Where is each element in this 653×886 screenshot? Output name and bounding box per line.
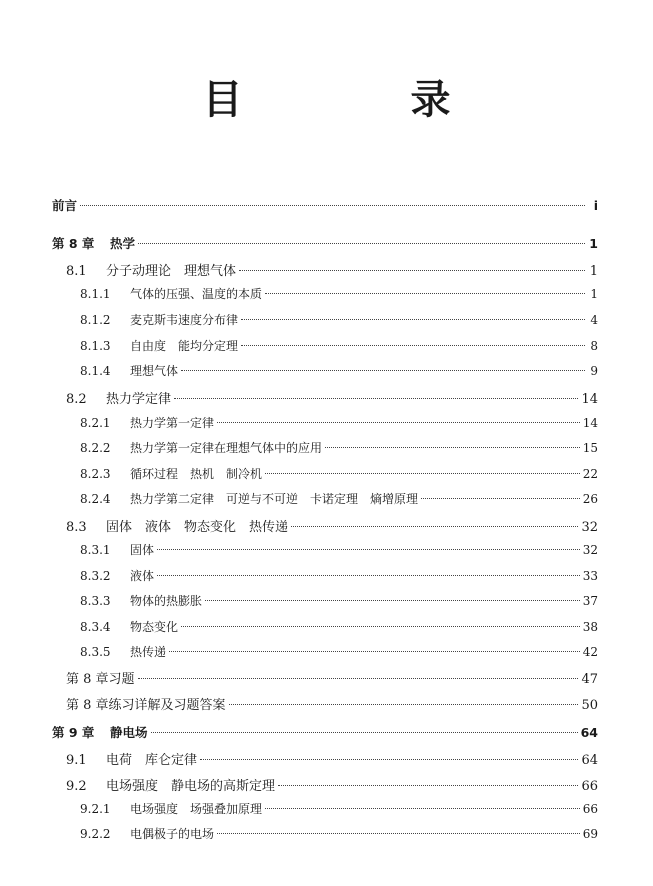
toc-entry-number: 8.3.2 <box>80 569 111 583</box>
toc-entry-label: 分子动理论 理想气体 <box>106 264 237 279</box>
toc-entry-page: i <box>593 198 598 213</box>
toc-entry-number: 第 9 章 <box>52 725 95 740</box>
leader-dots <box>265 473 580 474</box>
toc-entry-label: 第 8 章习题 <box>66 672 135 687</box>
leader-dots <box>157 549 580 550</box>
toc-entry-label: 热传递 <box>130 645 167 659</box>
toc-entry-number: 8.3.3 <box>80 594 111 608</box>
leader-dots <box>265 293 585 294</box>
leader-dots <box>138 243 585 244</box>
toc-entry-label: 静电场 <box>110 725 148 740</box>
toc-entry-number: 8.1.3 <box>80 339 111 353</box>
toc-entry-subsection[interactable] <box>80 800 598 822</box>
toc-entry-number: 8.1.2 <box>80 313 111 327</box>
toc-entry-number: 8.3 <box>66 520 87 535</box>
leader-dots <box>181 370 585 371</box>
toc-entry-label: 热学 <box>110 236 136 251</box>
toc-entry-page: 1 <box>589 264 598 279</box>
toc-entry-section[interactable] <box>66 388 598 410</box>
toc-entry-page: 64 <box>581 753 598 768</box>
leader-dots <box>239 270 585 271</box>
toc-entry-page: 32 <box>581 520 598 535</box>
toc-entry-preface[interactable] <box>52 196 598 218</box>
leader-dots <box>200 759 578 760</box>
leader-dots <box>217 833 580 834</box>
toc-entry-subsection[interactable] <box>80 567 598 589</box>
toc-entry-subsection[interactable] <box>80 592 598 614</box>
toc-entry-page: 1 <box>589 236 598 251</box>
toc-entry-label: 固体 <box>130 543 155 557</box>
leader-dots <box>80 205 585 206</box>
toc-entry-subsection[interactable] <box>80 490 598 512</box>
toc-entry-label: 电场强度 场强叠加原理 <box>130 802 263 816</box>
leader-dots <box>205 600 580 601</box>
toc-entry-chapter[interactable] <box>52 234 598 256</box>
toc-entry-label: 电偶极子的电场 <box>130 827 215 841</box>
toc-entry-page: 47 <box>581 672 598 687</box>
toc-entry-page: 4 <box>590 313 598 327</box>
toc-entry-number: 8.3.5 <box>80 645 111 659</box>
toc-entry-subsection[interactable] <box>80 311 598 333</box>
toc-entry-page: 64 <box>580 725 598 740</box>
toc-entry-page: 22 <box>582 467 598 481</box>
toc-entry-page: 66 <box>582 802 598 816</box>
toc-entry-subsection[interactable] <box>80 825 598 847</box>
toc-entry-number: 8.2.4 <box>80 492 111 506</box>
toc-entry-section[interactable] <box>66 260 598 282</box>
toc-entry-section[interactable] <box>66 775 598 797</box>
leader-dots <box>291 526 578 527</box>
toc-entry-label: 热力学定律 <box>106 392 172 407</box>
toc-entry-page: 66 <box>581 779 598 794</box>
toc-entry-page: 38 <box>582 620 598 634</box>
toc-entry-number: 8.3.4 <box>80 620 111 634</box>
leader-dots <box>265 808 580 809</box>
toc-entry-label: 理想气体 <box>130 364 179 378</box>
leader-dots <box>151 732 578 733</box>
toc-entry-number: 8.1.4 <box>80 364 111 378</box>
toc-entry-number: 9.2.1 <box>80 802 111 816</box>
toc-entry-label: 电场强度 静电场的高斯定理 <box>106 779 276 794</box>
leader-dots <box>278 785 578 786</box>
toc-entry-label: 热力学第一定律在理想气体中的应用 <box>130 441 323 455</box>
toc-entry-subsection[interactable] <box>80 618 598 640</box>
toc-entry-label: 液体 <box>130 569 155 583</box>
page-title: 目 录 <box>202 76 515 123</box>
leader-dots <box>325 447 580 448</box>
toc-entry-subsection[interactable] <box>80 285 598 307</box>
toc-entry-number: 8.2.2 <box>80 441 111 455</box>
leader-dots <box>421 498 580 499</box>
toc-entry-number: 8.1.1 <box>80 287 111 301</box>
toc-entry-subsection[interactable] <box>80 414 598 436</box>
toc-entry-number: 8.2.3 <box>80 467 111 481</box>
toc-entry-page: 15 <box>582 441 598 455</box>
leader-dots <box>138 678 579 679</box>
toc-entry-label: 固体 液体 物态变化 热传递 <box>106 520 289 535</box>
leader-dots <box>181 626 580 627</box>
toc-entry-exercises[interactable] <box>66 668 598 690</box>
toc-entry-subsection[interactable] <box>80 465 598 487</box>
toc-entry-section[interactable] <box>66 749 598 771</box>
leader-dots <box>217 422 580 423</box>
toc-entry-subsection[interactable] <box>80 643 598 665</box>
toc-entry-page: 26 <box>582 492 598 506</box>
toc-entry-page: 8 <box>590 339 598 353</box>
toc-entry-label: 麦克斯韦速度分布律 <box>130 313 239 327</box>
toc-entry-number: 8.3.1 <box>80 543 111 557</box>
toc-entry-number: 9.1 <box>66 753 87 768</box>
leader-dots <box>169 651 580 652</box>
leader-dots <box>241 319 585 320</box>
leader-dots <box>229 704 579 705</box>
toc-entry-page: 69 <box>582 827 598 841</box>
toc-entry-number: 8.2.1 <box>80 416 111 430</box>
toc-entry-page: 14 <box>582 416 598 430</box>
leader-dots <box>241 345 585 346</box>
toc-entry-label: 前言 <box>52 198 78 213</box>
toc-entry-label: 自由度 能均分定理 <box>130 339 239 353</box>
toc-entry-page: 50 <box>581 698 598 713</box>
toc-entry-page: 32 <box>582 543 598 557</box>
toc-entry-number: 8.2 <box>66 392 87 407</box>
toc-entry-section[interactable] <box>66 516 598 538</box>
toc-entry-label: 电荷 库仑定律 <box>106 753 198 768</box>
leader-dots <box>174 398 578 399</box>
toc-entry-number: 第 8 章 <box>52 236 95 251</box>
toc-entry-number: 9.2.2 <box>80 827 111 841</box>
toc-entry-label: 气体的压强、温度的本质 <box>130 287 263 301</box>
toc-entry-label: 第 8 章练习详解及习题答案 <box>66 698 226 713</box>
toc-entry-number: 8.1 <box>66 264 87 279</box>
toc-entry-label: 热力学第二定律 可逆与不可逆 卡诺定理 熵增原理 <box>130 492 419 506</box>
toc-entry-page: 37 <box>582 594 598 608</box>
leader-dots <box>157 575 580 576</box>
toc-entry-number: 9.2 <box>66 779 87 794</box>
toc-entry-page: 1 <box>590 287 598 301</box>
toc-entry-chapter[interactable] <box>52 723 598 745</box>
toc-entry-page: 42 <box>582 645 598 659</box>
toc-entry-label: 物态变化 <box>130 620 179 634</box>
toc-entry-subsection[interactable] <box>80 439 598 461</box>
toc-entry-subsection[interactable] <box>80 337 598 359</box>
toc-entry-label: 热力学第一定律 <box>130 416 215 430</box>
toc-entry-page: 14 <box>581 392 598 407</box>
toc-entry-subsection[interactable] <box>80 362 598 384</box>
toc-entry-label: 循环过程 热机 制冷机 <box>130 467 263 481</box>
toc-entry-subsection[interactable] <box>80 541 598 563</box>
toc-entry-label: 物体的热膨胀 <box>130 594 203 608</box>
toc-entry-page: 33 <box>582 569 598 583</box>
toc-entry-answers[interactable] <box>66 694 598 716</box>
toc-entry-page: 9 <box>590 364 598 378</box>
